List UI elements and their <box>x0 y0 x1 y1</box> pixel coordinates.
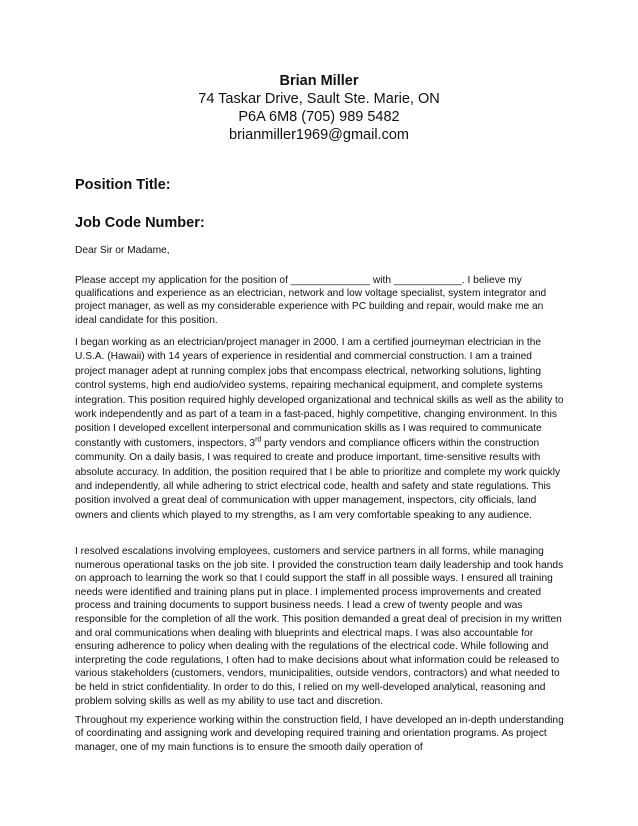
ordinal-superscript: rd <box>255 436 262 444</box>
paragraph-experience-part2: party vendors and compliance officers within the construction community. On a daily basis, I was required to create and produce important, time-sensitive results with absolute accuracy. In addition, the position required that I be able to prioritize and complete my work quickly and independently, all while adhering to strict electrical code, health and safety and state regulations. This position involved a great deal of communication with upper management, inspectors, city officials, land owners and clients which played to my strengths, as I am very comfortable speaking to any audience. <box>75 437 561 521</box>
paragraph-construction: Throughout my experience working within the construction field, I have developed an in-depth understanding of coordinating and assigning work and developing required training and orientation programs. As project manager, one of my main functions is to ensure the smooth daily operation of <box>75 715 564 753</box>
applicant-name: Brian Miller <box>279 73 359 89</box>
letter-header <box>0 72 638 144</box>
paragraph-experience-part1: I began working as an electrician/project manager in 2000. I am a certified journeyman electrician in the U.S.A. (Hawaii) with 14 years of experience in residential and commercial construction. I am a trained project manager adept at running complex jobs that encompass electrical, networking solutions, lighting control systems, high end audio/video systems, repairing mechanical equipment, and complete systems integration. This position required highly developed organizational and technical skills as well as the ability to work independently and as part of a team in a fast-paced, highly competitive, changing environment. In this position I developed excellent interpersonal and communication skills as I was required to communicate constantly with customers, inspectors, 3 <box>75 337 564 449</box>
paragraph-leadership: I resolved escalations involving employees, customers and service partners in all forms, while managing numerous operational tasks on the job site. I provided the construction team daily leadership and took hands on approach to learning the work so that I could support the staff in all possible ways. I ensured all training needs were identified and training plans put in place. I implemented process improvements and created process and training documents to support business needs. I lead a crew of twenty people and was responsible for the completion of all the work. This position demanded a great deal of precision in my written and oral communications when dealing with blueprints and electrical maps. I was also accountable for ensuring adherence to policy when dealing with the regulations of the electrical code. While following and interpreting the code regulations, I often had to make decisions about what information could be released to various stakeholders (customers, vendors, municipalities, outside vendors, contractors) and what needed to be held in strict confidentiality. In order to do this, I relied on my well-developed analytical, reasoning and problem solving skills as well as my ability to use tact and discretion. <box>75 546 564 707</box>
job-code-heading: Job Code Number: <box>75 215 205 231</box>
salutation: Dear Sir or Madame, <box>75 245 170 256</box>
email-address: brianmiller1969@gmail.com <box>229 127 409 143</box>
address-line: 74 Taskar Drive, Sault Ste. Marie, ON <box>198 91 440 107</box>
position-title-heading: Position Title: <box>75 177 171 193</box>
postal-phone-line: P6A 6M8 (705) 989 5482 <box>238 109 400 125</box>
paragraph-experience <box>75 336 565 523</box>
paragraph-application: Please accept my application for the position of ______________ with ____________. I believe my qualifications and experience as an electrician, network and low voltage specialist, system integrator and project manager, as well as my considerable experience with PC building and repair, would make me an ideal candidate for this position. <box>75 275 547 326</box>
